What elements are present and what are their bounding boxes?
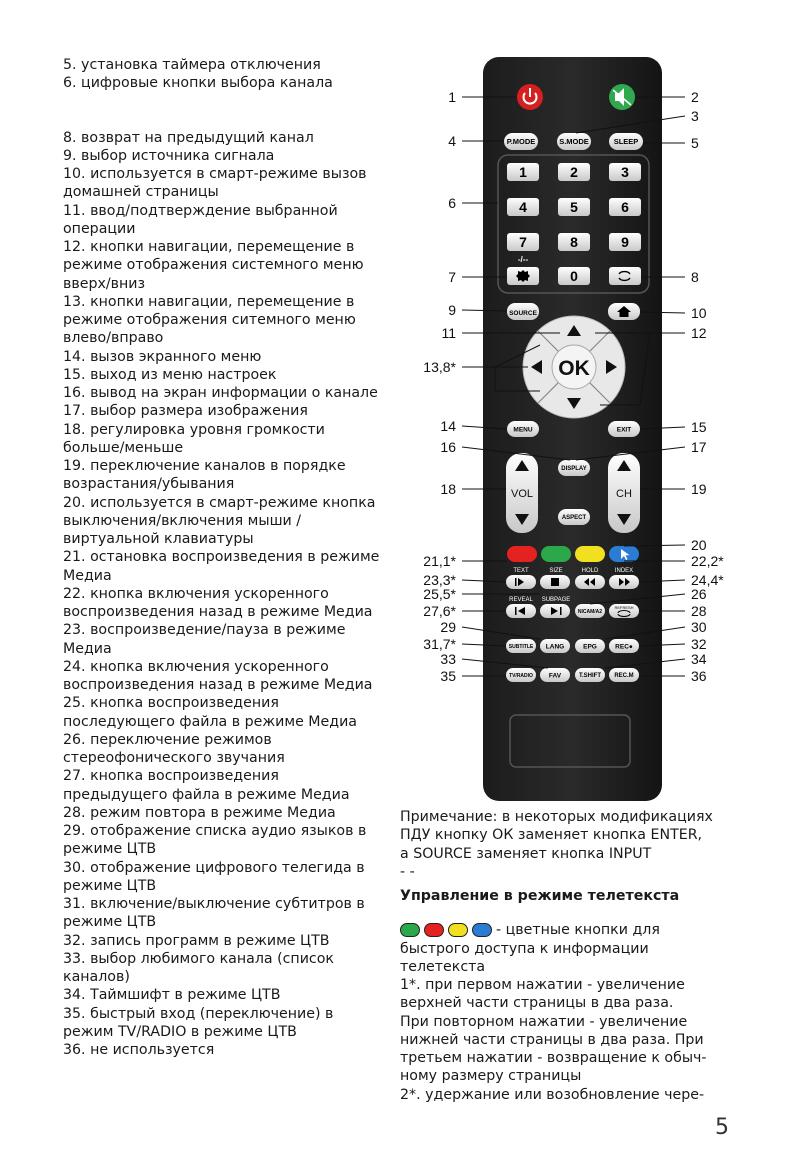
callout-label: 4 (448, 133, 456, 149)
callout-label: 3 (691, 108, 699, 124)
function-item: 6. цифровые кнопки выбора канала (63, 75, 333, 92)
svg-text:SOURCE: SOURCE (509, 310, 537, 317)
red-button-icon (424, 923, 444, 937)
callout-label: 33 (440, 651, 456, 667)
callout-label: 32 (691, 636, 707, 652)
callout-label: 19 (691, 481, 707, 497)
svg-text:S.MODE: S.MODE (559, 137, 589, 147)
svg-text:SUBTITLE: SUBTITLE (508, 643, 534, 650)
svg-text:6: 6 (621, 199, 629, 215)
svg-text:EXIT: EXIT (616, 426, 632, 434)
teletext-heading: Управление в режиме телетекста (400, 888, 680, 904)
callout-label: 10 (691, 305, 707, 321)
function-item: 20. используется в смарт-режиме кнопка выключения/включения мыши / виртуальной клавиатуры (63, 494, 376, 547)
function-item: 18. регулировка уровня громкости больше/меньше (63, 421, 325, 456)
svg-text:INDEX: INDEX (614, 568, 634, 574)
svg-text:4: 4 (519, 199, 527, 215)
svg-text:REFRESH: REFRESH (614, 605, 634, 610)
svg-text:EPG: EPG (583, 643, 597, 651)
svg-text:P.MODE: P.MODE (506, 137, 536, 147)
callout-label: 12 (691, 325, 707, 341)
callout-label: 35 (440, 668, 456, 684)
svg-text:REC●: REC● (615, 643, 633, 651)
svg-text:3: 3 (621, 164, 629, 180)
svg-text:NICAM/A2: NICAM/A2 (577, 608, 603, 615)
callout-label: 8 (691, 269, 699, 285)
left-column-main-list (63, 129, 385, 1060)
green-button (541, 546, 571, 562)
svg-text:REVEAL: REVEAL (509, 597, 533, 603)
green-button-icon (400, 923, 420, 937)
callout-label: 24,4* (691, 572, 724, 588)
function-item: 17. выбор размера изображения (63, 403, 308, 420)
teletext-line: 1*. при первом нажатии - увеличение (400, 977, 685, 993)
teletext-line: телетекста (400, 958, 486, 975)
left-column-gap (63, 93, 385, 129)
function-item: 30. отображение цифрового телегида в режиме ЦТВ (63, 859, 365, 894)
function-item: 19. переключение каналов в порядке возрастания/убывания (63, 458, 346, 493)
function-item: 10. используется в смарт-режиме вызов домашней страницы (63, 166, 367, 201)
function-item: 32. запись программ в режиме ЦТВ (63, 932, 330, 949)
callout-label: 36 (691, 668, 707, 684)
function-item: 12. кнопки навигации, перемещение в режиме отображения системного меню вверх/вниз (63, 239, 364, 292)
svg-text:LANG: LANG (545, 643, 565, 651)
left-column (63, 56, 385, 1059)
svg-text:5: 5 (570, 199, 578, 215)
color-buttons-legend (400, 921, 740, 939)
svg-text:VOL: VOL (510, 488, 534, 500)
function-item: 34. Таймшифт в режиме ЦТВ (63, 987, 281, 1004)
callout-label: 15 (691, 419, 707, 435)
callout-label: 27,6* (423, 603, 456, 619)
blue-button-icon (472, 923, 492, 937)
svg-text:HOLD: HOLD (581, 568, 599, 574)
callout-label: 14 (440, 418, 456, 434)
svg-text:T.SHIFT: T.SHIFT (579, 673, 601, 680)
callout-label: 16 (440, 439, 456, 455)
svg-text:DISPLAY: DISPLAY (561, 466, 587, 473)
function-item: 13. кнопки навигации, перемещение в режиме отображения ситемного меню влево/вправо (63, 293, 356, 347)
function-item: 15. выход из меню настроек (63, 366, 277, 383)
callout-label: 11 (441, 325, 456, 341)
callout-label: 9 (448, 302, 456, 318)
svg-text:SUBPAGE: SUBPAGE (541, 597, 571, 603)
function-item: 36. не используется (63, 1042, 215, 1058)
svg-text:SIZE: SIZE (549, 568, 563, 574)
function-item: 14. вызов экранного меню (63, 348, 262, 365)
function-item: 35. быстрый вход (переключение) в режим TV/RADIO в режиме ЦТВ (63, 1005, 334, 1040)
color-desc: - цветные кнопки для (496, 922, 660, 939)
teletext-line: верхней части страницы в два раза. (400, 995, 674, 1012)
function-item: 33. выбор любимого канала (список каналов) (63, 950, 334, 985)
callout-label: 20 (691, 537, 707, 553)
note-lines (400, 808, 740, 881)
callout-label: 21,1* (423, 553, 456, 569)
function-item: 16. вывод на экран информации о канале (63, 385, 378, 401)
function-item: 29. отображение списка аудио языков в режиме ЦТВ (63, 823, 367, 858)
callout-label: 26 (691, 586, 707, 602)
svg-text:REC.M: REC.M (614, 673, 634, 680)
function-item: 24. кнопка включения ускоренного воспроизведения назад в режиме Медиа (63, 658, 373, 693)
svg-text:TEXT: TEXT (513, 568, 529, 574)
teletext-line: ному размеру страницы (400, 1068, 582, 1085)
teletext-line: нижней части страницы в два раза. При (400, 1031, 704, 1048)
svg-text:1: 1 (519, 164, 527, 180)
left-column-top-list (63, 56, 385, 93)
page-number: 5 (715, 1115, 729, 1140)
callout-label: 23,3* (423, 572, 456, 588)
note-line: ПДУ кнопку ОК заменяет кнопка ENTER, (400, 827, 703, 844)
svg-text:-/--: -/-- (517, 255, 529, 264)
function-item: 5. установка таймера отключения (63, 57, 321, 73)
function-item: 31. включение/выключение субтитров в режиме ЦТВ (63, 896, 365, 931)
callout-label: 34 (691, 651, 707, 667)
yellow-button-icon (448, 923, 468, 937)
red-button (507, 546, 537, 562)
yellow-button (575, 546, 605, 562)
note-section (400, 808, 740, 1104)
callout-label: 29 (440, 619, 456, 635)
function-item: 11. ввод/подтверждение выбранной операции (63, 202, 338, 237)
svg-text:9: 9 (621, 234, 629, 250)
note-line: Примечание: в некоторых модификациях (400, 809, 713, 825)
svg-text:8: 8 (570, 234, 578, 250)
function-item: 8. возврат на предыдущий канал (63, 129, 314, 146)
recall-button (609, 267, 641, 285)
callout-label: 28 (691, 603, 707, 619)
function-item: 9. выбор источника сигнала (63, 147, 275, 164)
svg-text:TV/RADIO: TV/RADIO (509, 672, 533, 679)
mode-button-row (504, 133, 643, 150)
callout-label: 18 (440, 481, 456, 497)
callout-label: 13,8* (423, 359, 456, 375)
callout-label: 5 (691, 135, 699, 151)
callout-label: 31,7* (423, 636, 456, 652)
callout-label: 6 (448, 195, 456, 211)
svg-text:SLEEP: SLEEP (613, 137, 639, 147)
note-line: а SOURCE заменяет кнопка INPUT (400, 845, 652, 862)
svg-text:FAV: FAV (548, 672, 562, 680)
function-item: 26. переключение режимов стереофонического звучания (63, 731, 285, 766)
callout-label: 2 (691, 89, 699, 105)
function-item: 25. кнопка воспроизведения последующего файла в режиме Медиа (63, 695, 357, 730)
teletext-paragraph (400, 940, 740, 1104)
callout-label: 30 (691, 619, 707, 635)
callout-label: 25,5* (423, 586, 456, 602)
svg-text:CH: CH (616, 488, 632, 500)
remote-illustration (400, 55, 740, 805)
teletext-line: быстрого доступа к информации (400, 940, 649, 957)
function-item: 23. воспроизведение/пауза в режиме Медиа (63, 622, 346, 657)
svg-text:ASPECT: ASPECT (561, 515, 587, 522)
callout-label: 7 (448, 269, 456, 285)
note-line: - - (400, 863, 415, 880)
svg-text:MENU: MENU (513, 426, 533, 434)
gear-icon (516, 270, 530, 282)
teletext-line: При повторном нажатии - увеличение (400, 1013, 688, 1030)
callout-label: 17 (691, 439, 707, 455)
function-item: 28. режим повтора в режиме Медиа (63, 804, 336, 821)
svg-text:0: 0 (570, 268, 578, 284)
callout-label: 22,2* (691, 553, 724, 569)
svg-text:OK: OK (558, 357, 590, 380)
function-item: 21. остановка воспроизведения в режиме Медиа (63, 549, 380, 584)
teletext-line: третьем нажатии - возвращение к обыч- (400, 1050, 707, 1066)
function-item: 27. кнопка воспроизведения предыдущего файла в режиме Медиа (63, 768, 350, 803)
function-item: 22. кнопка включения ускоренного воспроизведения назад в режиме Медиа (63, 585, 373, 620)
svg-text:7: 7 (519, 234, 527, 250)
teletext-line: 2*. удержание или возобновление чере- (400, 1086, 705, 1103)
callout-label: 1 (448, 89, 456, 105)
svg-text:2: 2 (570, 164, 578, 180)
